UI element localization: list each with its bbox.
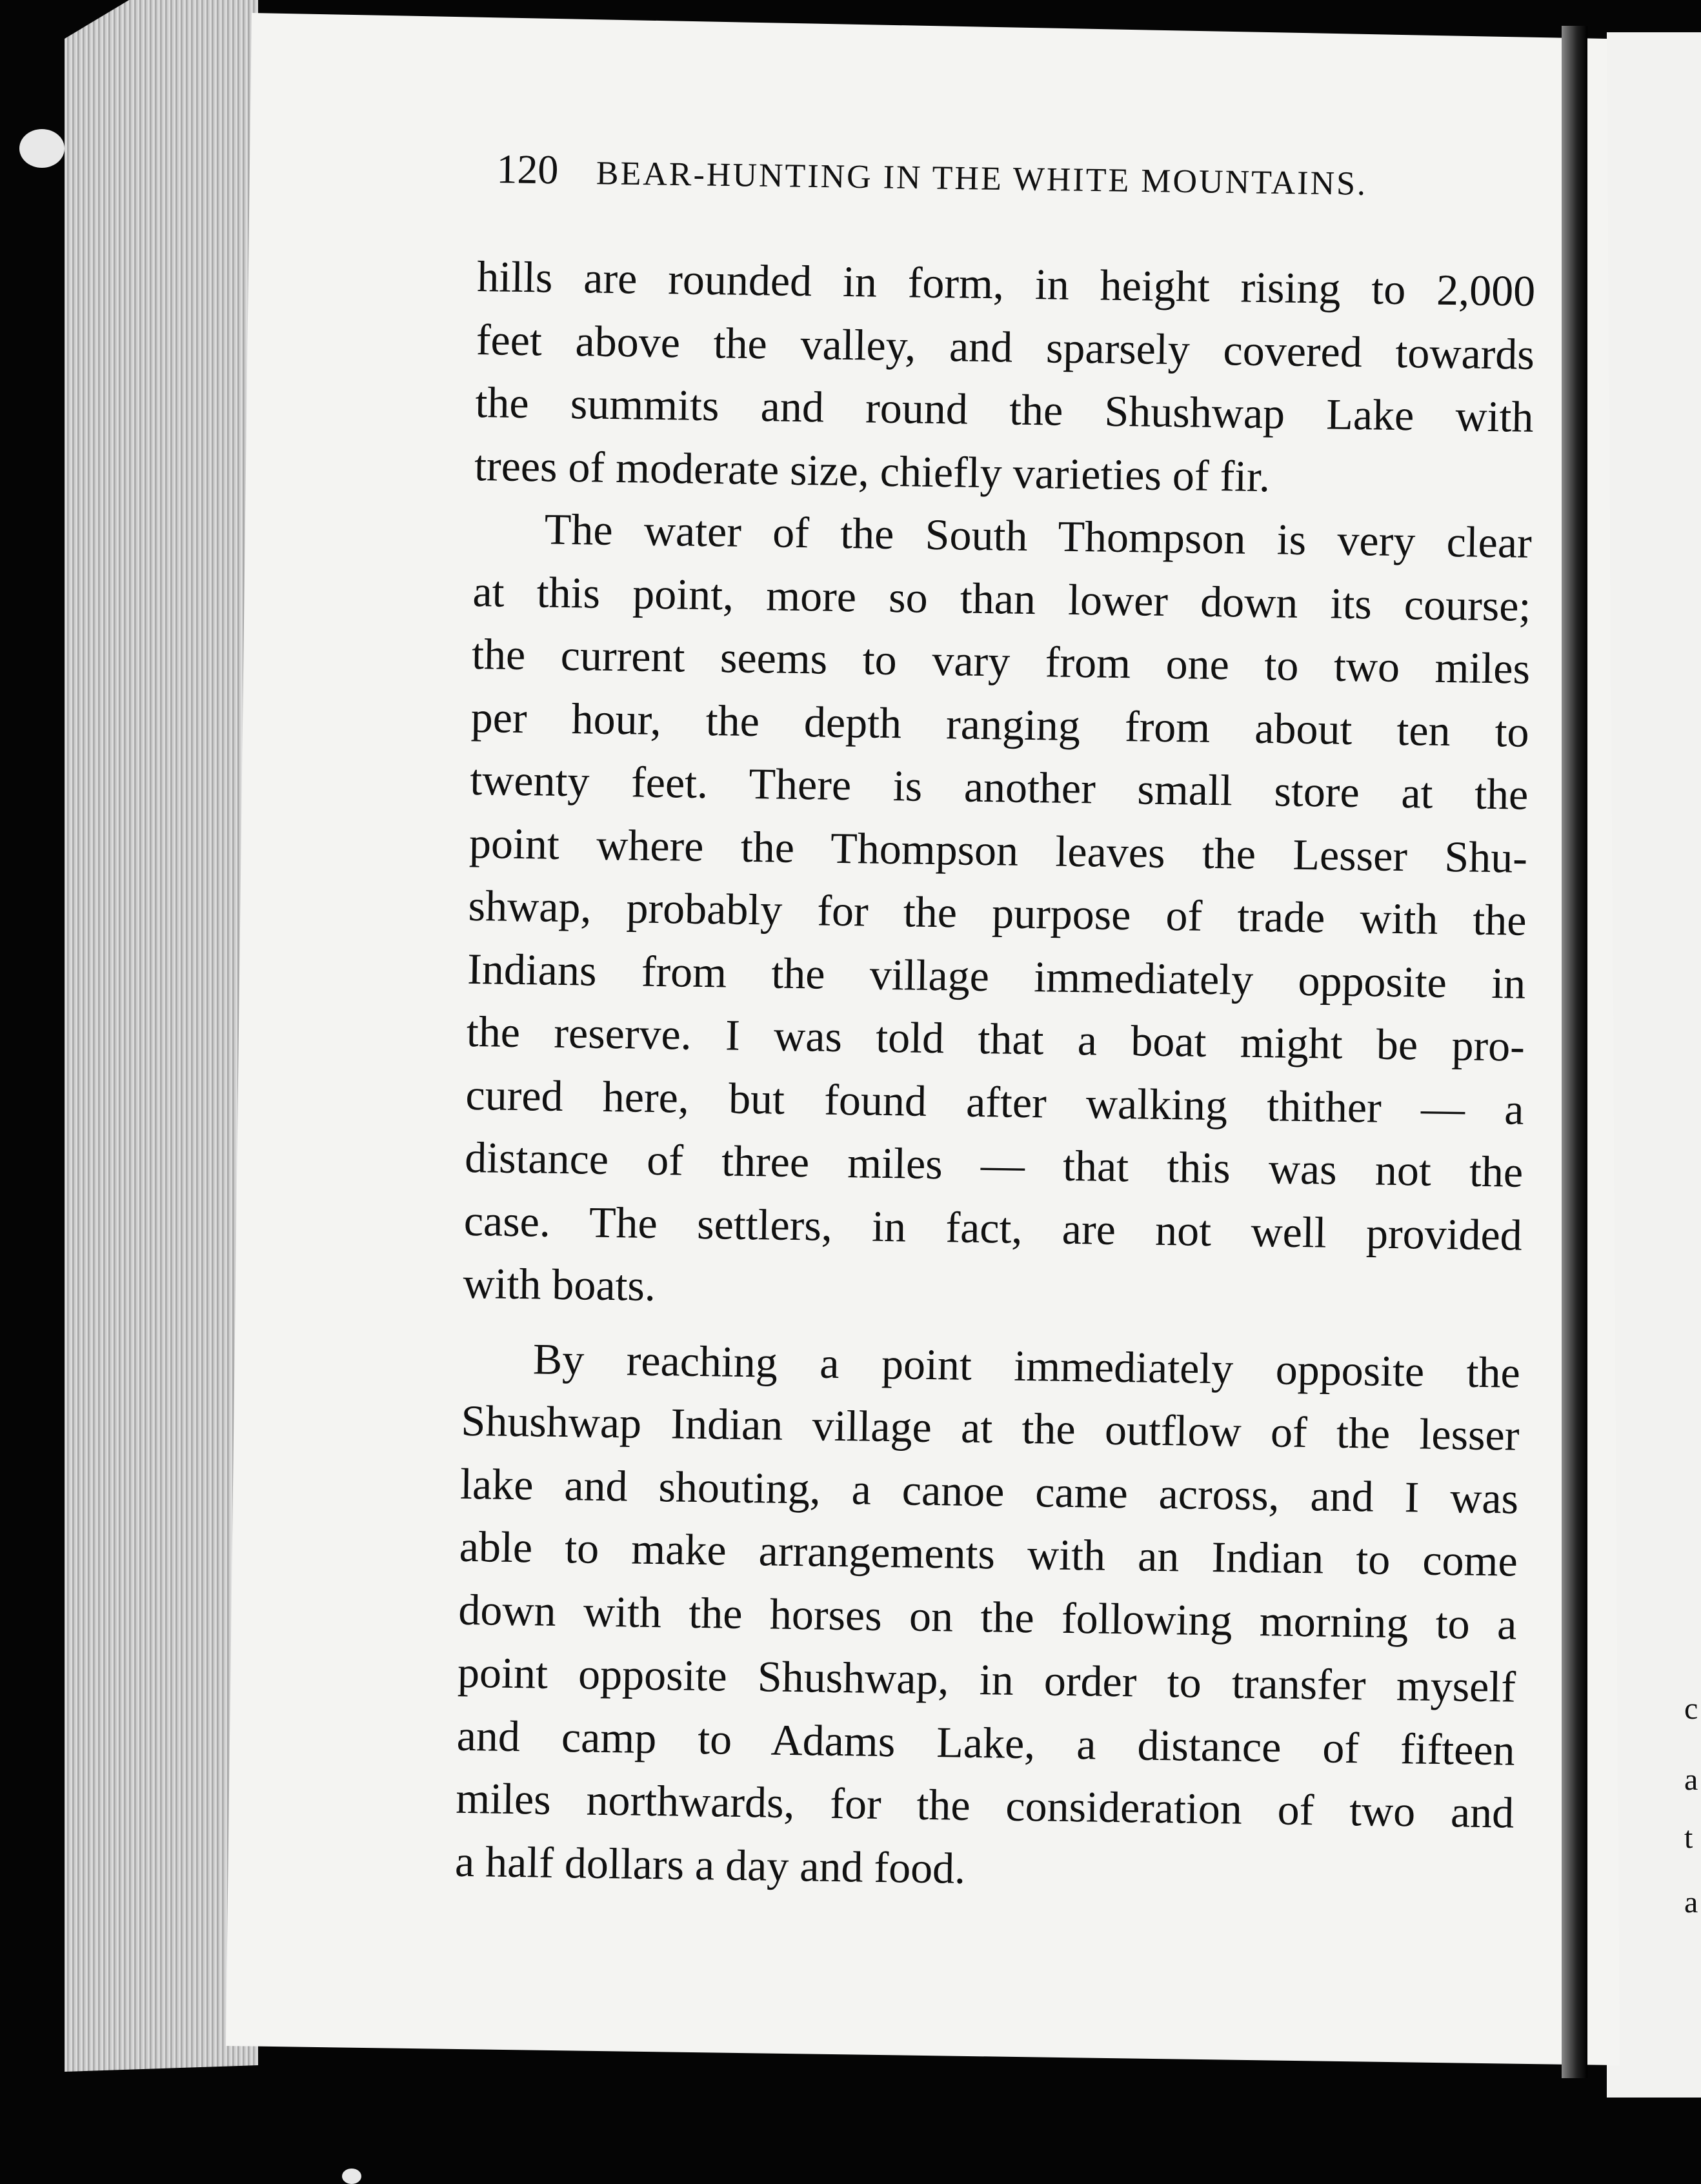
text-line: hills are rounded in form, in height rising to 2,000 — [476, 251, 1536, 316]
text-line: feet above the valley, and sparsely covered towards — [476, 314, 1535, 379]
text-line: with boats. — [463, 1258, 656, 1311]
page-number: 120 — [496, 145, 559, 193]
text-line: Indians from the village immediately opposite in — [467, 944, 1526, 1008]
text-line: the reserve. I was told that a boat might be pro- — [466, 1006, 1525, 1071]
facing-page-fragment: a — [1684, 1885, 1698, 1919]
dust-speck — [19, 129, 65, 168]
facing-page-fragment: c — [1684, 1692, 1698, 1726]
text-line: case. The settlers, in fact, are not well provided — [463, 1195, 1523, 1260]
text-line: a half dollars a day and food. — [454, 1836, 966, 1893]
text-line: lake and shouting, a canoe came across, and I was — [459, 1459, 1519, 1523]
facing-page — [1607, 32, 1701, 2098]
text-line: By reaching a point immediately opposite the — [532, 1333, 1521, 1397]
dust-speck — [342, 2169, 361, 2184]
facing-page-fragment: t — [1684, 1821, 1693, 1855]
paragraph — [454, 1326, 1520, 1907]
text-line: miles northwards, for the consideration of two and — [455, 1773, 1515, 1837]
text-line: distance of three miles — that this was not the — [464, 1132, 1524, 1197]
text-line: twenty feet. There is another small store at the — [469, 754, 1529, 819]
text-line: and camp to Adams Lake, a distance of fifteen — [456, 1710, 1516, 1775]
paragraph — [474, 245, 1536, 512]
text-line: the current seems to vary from one to two miles — [471, 629, 1531, 693]
paragraph — [463, 497, 1533, 1330]
page-gutter-shadow — [1562, 26, 1587, 2078]
text-line: point opposite Shushwap, in order to transfer myself — [457, 1647, 1516, 1712]
text-line: at this point, more so than lower down its course; — [472, 566, 1531, 631]
text-line: The water of the South Thompson is very clear — [544, 504, 1533, 567]
running-title: BEAR-HUNTING IN THE WHITE MOUNTAINS. — [596, 155, 1368, 203]
facing-page-fragment: a — [1684, 1763, 1698, 1797]
body-text — [454, 245, 1535, 1908]
text-line: down with the horses on the following morning to a — [458, 1584, 1517, 1649]
text-line: able to make arrangements with an Indian to come — [459, 1521, 1518, 1586]
text-line: per hour, the depth ranging from about ten to — [470, 692, 1530, 756]
text-line: point where the Thompson leaves the Lesser Shu- — [468, 818, 1528, 882]
text-line: cured here, but found after walking thither — a — [465, 1069, 1525, 1134]
text-line: trees of moderate size, chiefly varieties of fir. — [474, 440, 1271, 501]
text-line: shwap, probably for the purpose of trade with the — [468, 880, 1527, 945]
book-page-edges — [65, 0, 258, 2078]
text-line: Shushwap Indian village at the outflow of the lesser — [461, 1395, 1520, 1460]
text-line: the summits and round the Shushwap Lake with — [475, 377, 1534, 441]
